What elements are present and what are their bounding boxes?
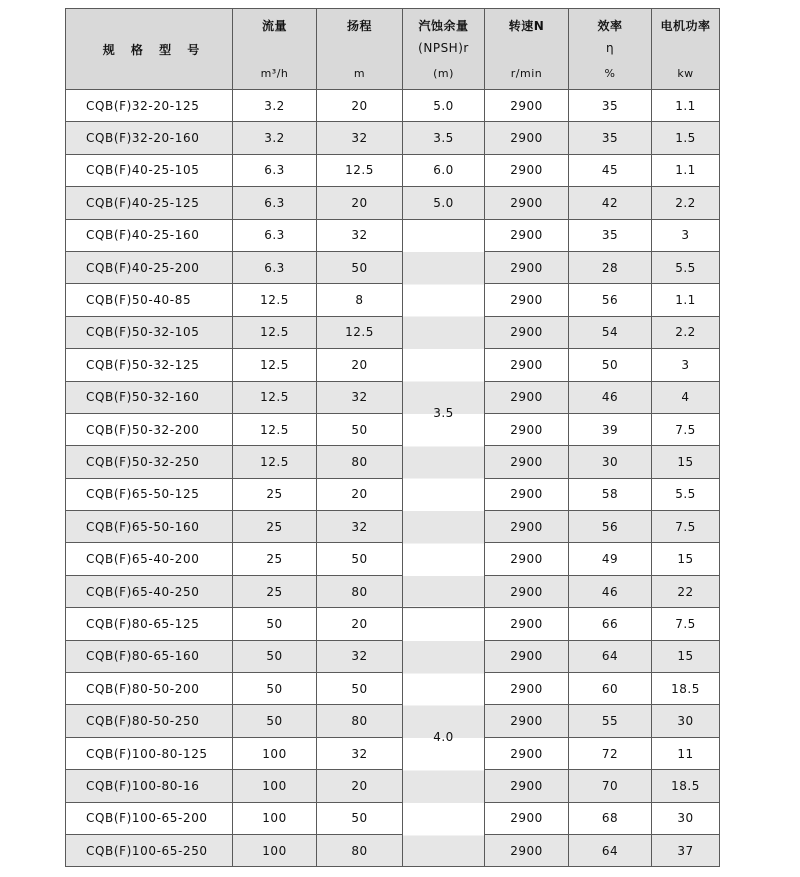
cell-head: 20 <box>317 349 403 381</box>
cell-speed: 2900 <box>485 381 569 413</box>
cell-speed: 2900 <box>485 640 569 672</box>
cell-speed: 2900 <box>485 413 569 445</box>
cell-model: CQB(F)65-50-125 <box>66 478 233 510</box>
cell-efficiency: 64 <box>569 640 652 672</box>
cell-flow: 100 <box>233 802 317 834</box>
cell-head: 20 <box>317 608 403 640</box>
cell-flow: 50 <box>233 673 317 705</box>
cell-flow: 6.3 <box>233 251 317 283</box>
cell-npsh-merged: 3.5 <box>403 219 485 608</box>
table-row <box>66 705 720 737</box>
cell-flow: 3.2 <box>233 90 317 122</box>
cell-power: 18.5 <box>652 673 720 705</box>
header-efficiency-label: 效率 <box>597 19 623 33</box>
table-row <box>66 575 720 607</box>
cell-power: 1.1 <box>652 284 720 316</box>
cell-flow: 50 <box>233 640 317 672</box>
cell-model: CQB(F)50-32-250 <box>66 446 233 478</box>
cell-model: CQB(F)100-65-250 <box>66 834 233 866</box>
cell-head: 32 <box>317 381 403 413</box>
cell-power: 4 <box>652 381 720 413</box>
cell-efficiency: 46 <box>569 575 652 607</box>
cell-model: CQB(F)40-25-160 <box>66 219 233 251</box>
cell-flow: 25 <box>233 575 317 607</box>
cell-flow: 12.5 <box>233 349 317 381</box>
cell-power: 15 <box>652 543 720 575</box>
cell-head: 50 <box>317 673 403 705</box>
header-speed <box>485 9 569 90</box>
header-row <box>66 9 720 90</box>
table-row <box>66 122 720 154</box>
cell-efficiency: 39 <box>569 413 652 445</box>
cell-power: 5.5 <box>652 251 720 283</box>
cell-model: CQB(F)40-25-200 <box>66 251 233 283</box>
cell-speed: 2900 <box>485 705 569 737</box>
cell-npsh: 3.5 <box>403 122 485 154</box>
cell-speed: 2900 <box>485 478 569 510</box>
cell-efficiency: 72 <box>569 737 652 769</box>
cell-model: CQB(F)100-80-16 <box>66 770 233 802</box>
table-row <box>66 446 720 478</box>
table-row <box>66 640 720 672</box>
cell-model: CQB(F)80-65-125 <box>66 608 233 640</box>
cell-efficiency: 58 <box>569 478 652 510</box>
cell-flow: 25 <box>233 543 317 575</box>
cell-power: 5.5 <box>652 478 720 510</box>
cell-power: 11 <box>652 737 720 769</box>
cell-efficiency: 50 <box>569 349 652 381</box>
header-power-label: 电机功率 <box>660 19 711 33</box>
cell-head: 50 <box>317 413 403 445</box>
header-npsh <box>403 9 485 90</box>
cell-model: CQB(F)40-25-125 <box>66 187 233 219</box>
cell-model: CQB(F)80-65-160 <box>66 640 233 672</box>
cell-efficiency: 35 <box>569 122 652 154</box>
cell-model: CQB(F)50-40-85 <box>66 284 233 316</box>
cell-speed: 2900 <box>485 834 569 866</box>
table-row <box>66 511 720 543</box>
cell-speed: 2900 <box>485 511 569 543</box>
header-power <box>652 9 720 90</box>
header-head-label: 扬程 <box>346 19 372 33</box>
cell-head: 80 <box>317 834 403 866</box>
cell-flow: 50 <box>233 608 317 640</box>
cell-head: 80 <box>317 705 403 737</box>
cell-npsh-merged: 4.0 <box>403 608 485 867</box>
header-power-unit: kw <box>677 67 694 80</box>
cell-head: 50 <box>317 543 403 575</box>
header-efficiency <box>569 9 652 90</box>
table-row <box>66 770 720 802</box>
cell-speed: 2900 <box>485 154 569 186</box>
table-row <box>66 478 720 510</box>
cell-head: 32 <box>317 219 403 251</box>
cell-npsh: 6.0 <box>403 154 485 186</box>
cell-speed: 2900 <box>485 251 569 283</box>
cell-efficiency: 55 <box>569 705 652 737</box>
cell-head: 12.5 <box>317 316 403 348</box>
cell-efficiency: 49 <box>569 543 652 575</box>
cell-flow: 25 <box>233 478 317 510</box>
cell-flow: 12.5 <box>233 381 317 413</box>
cell-efficiency: 66 <box>569 608 652 640</box>
cell-efficiency: 68 <box>569 802 652 834</box>
header-flow-label: 流量 <box>261 19 287 33</box>
cell-efficiency: 54 <box>569 316 652 348</box>
cell-power: 1.5 <box>652 122 720 154</box>
cell-power: 1.1 <box>652 90 720 122</box>
cell-speed: 2900 <box>485 608 569 640</box>
cell-power: 22 <box>652 575 720 607</box>
cell-efficiency: 64 <box>569 834 652 866</box>
cell-flow: 50 <box>233 705 317 737</box>
table-row <box>66 349 720 381</box>
cell-model: CQB(F)65-40-200 <box>66 543 233 575</box>
cell-head: 32 <box>317 122 403 154</box>
cell-head: 12.5 <box>317 154 403 186</box>
cell-speed: 2900 <box>485 446 569 478</box>
cell-power: 2.2 <box>652 316 720 348</box>
cell-power: 7.5 <box>652 608 720 640</box>
table-row <box>66 673 720 705</box>
header-model <box>66 9 233 90</box>
cell-model: CQB(F)80-50-250 <box>66 705 233 737</box>
cell-speed: 2900 <box>485 770 569 802</box>
table-row <box>66 316 720 348</box>
cell-efficiency: 56 <box>569 511 652 543</box>
header-npsh-unit: (m) <box>433 67 454 80</box>
header-efficiency-sub: η <box>605 41 615 55</box>
cell-flow: 12.5 <box>233 284 317 316</box>
cell-head: 32 <box>317 737 403 769</box>
header-flow <box>233 9 317 90</box>
cell-flow: 100 <box>233 834 317 866</box>
cell-model: CQB(F)100-65-200 <box>66 802 233 834</box>
cell-model: CQB(F)32-20-125 <box>66 90 233 122</box>
cell-power: 3 <box>652 219 720 251</box>
header-head <box>317 9 403 90</box>
cell-efficiency: 70 <box>569 770 652 802</box>
cell-model: CQB(F)40-25-105 <box>66 154 233 186</box>
table-row <box>66 251 720 283</box>
cell-flow: 25 <box>233 511 317 543</box>
table-row <box>66 187 720 219</box>
cell-head: 20 <box>317 187 403 219</box>
cell-speed: 2900 <box>485 284 569 316</box>
cell-flow: 100 <box>233 770 317 802</box>
table-row <box>66 284 720 316</box>
cell-efficiency: 56 <box>569 284 652 316</box>
cell-power: 7.5 <box>652 511 720 543</box>
cell-efficiency: 42 <box>569 187 652 219</box>
cell-npsh: 5.0 <box>403 187 485 219</box>
cell-efficiency: 35 <box>569 90 652 122</box>
cell-efficiency: 35 <box>569 219 652 251</box>
cell-power: 1.1 <box>652 154 720 186</box>
table-row <box>66 608 720 640</box>
cell-power: 37 <box>652 834 720 866</box>
cell-head: 20 <box>317 478 403 510</box>
header-flow-unit: m³/h <box>260 67 289 80</box>
cell-head: 32 <box>317 511 403 543</box>
header-speed-label: 转速N <box>508 19 545 33</box>
cell-speed: 2900 <box>485 349 569 381</box>
table-row <box>66 219 720 251</box>
cell-model: CQB(F)80-50-200 <box>66 673 233 705</box>
header-head-unit: m <box>353 67 366 80</box>
cell-head: 20 <box>317 770 403 802</box>
cell-flow: 6.3 <box>233 187 317 219</box>
header-npsh-label: 汽蚀余量 <box>418 19 469 33</box>
table-row <box>66 543 720 575</box>
cell-efficiency: 60 <box>569 673 652 705</box>
spec-table-container <box>65 8 720 867</box>
cell-efficiency: 28 <box>569 251 652 283</box>
cell-model: CQB(F)65-40-250 <box>66 575 233 607</box>
cell-speed: 2900 <box>485 802 569 834</box>
cell-speed: 2900 <box>485 575 569 607</box>
cell-head: 8 <box>317 284 403 316</box>
cell-speed: 2900 <box>485 90 569 122</box>
cell-power: 30 <box>652 802 720 834</box>
header-model-label: 规 格 型 号 <box>102 42 206 57</box>
cell-model: CQB(F)65-50-160 <box>66 511 233 543</box>
table-row <box>66 154 720 186</box>
cell-model: CQB(F)50-32-200 <box>66 413 233 445</box>
cell-speed: 2900 <box>485 122 569 154</box>
cell-flow: 6.3 <box>233 219 317 251</box>
cell-model: CQB(F)50-32-105 <box>66 316 233 348</box>
cell-power: 7.5 <box>652 413 720 445</box>
cell-flow: 12.5 <box>233 446 317 478</box>
cell-head: 80 <box>317 446 403 478</box>
cell-head: 50 <box>317 251 403 283</box>
table-row <box>66 802 720 834</box>
cell-power: 3 <box>652 349 720 381</box>
header-efficiency-unit: % <box>604 67 616 80</box>
cell-model: CQB(F)32-20-160 <box>66 122 233 154</box>
cell-flow: 12.5 <box>233 413 317 445</box>
cell-efficiency: 46 <box>569 381 652 413</box>
cell-flow: 6.3 <box>233 154 317 186</box>
cell-head: 20 <box>317 90 403 122</box>
cell-head: 50 <box>317 802 403 834</box>
cell-flow: 12.5 <box>233 316 317 348</box>
cell-power: 2.2 <box>652 187 720 219</box>
cell-speed: 2900 <box>485 673 569 705</box>
table-body <box>66 90 720 867</box>
cell-speed: 2900 <box>485 316 569 348</box>
cell-model: CQB(F)50-32-160 <box>66 381 233 413</box>
cell-power: 15 <box>652 640 720 672</box>
cell-speed: 2900 <box>485 737 569 769</box>
cell-efficiency: 45 <box>569 154 652 186</box>
cell-power: 15 <box>652 446 720 478</box>
table-row <box>66 737 720 769</box>
cell-model: CQB(F)50-32-125 <box>66 349 233 381</box>
cell-flow: 100 <box>233 737 317 769</box>
cell-head: 32 <box>317 640 403 672</box>
cell-speed: 2900 <box>485 219 569 251</box>
header-npsh-sub: (NPSH)r <box>418 41 469 55</box>
table-row <box>66 90 720 122</box>
cell-speed: 2900 <box>485 187 569 219</box>
table-row <box>66 413 720 445</box>
table-row <box>66 834 720 866</box>
pump-spec-table <box>65 8 720 867</box>
cell-power: 18.5 <box>652 770 720 802</box>
cell-head: 80 <box>317 575 403 607</box>
cell-speed: 2900 <box>485 543 569 575</box>
cell-model: CQB(F)100-80-125 <box>66 737 233 769</box>
cell-efficiency: 30 <box>569 446 652 478</box>
cell-npsh: 5.0 <box>403 90 485 122</box>
cell-power: 30 <box>652 705 720 737</box>
table-row <box>66 381 720 413</box>
header-speed-unit: r/min <box>510 67 543 80</box>
cell-flow: 3.2 <box>233 122 317 154</box>
